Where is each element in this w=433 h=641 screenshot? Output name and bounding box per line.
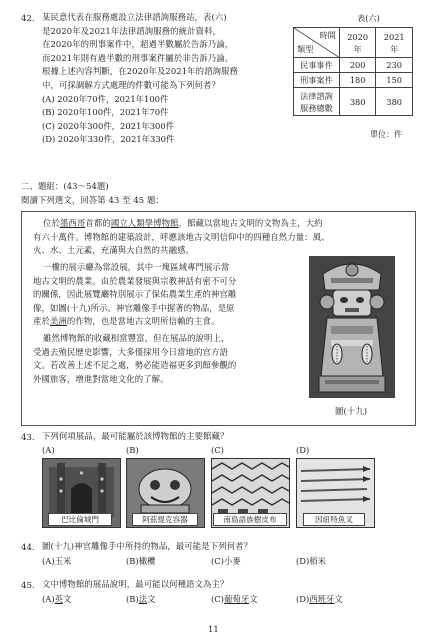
passage-line: 雖然博物館的收藏相當豐富，但在展品的說明上， [43, 333, 230, 343]
option-b-letter[interactable]: (B) [126, 445, 139, 455]
question-43-text: 下列何項展品，最可能屬於該博物館的主要館藏？ [42, 431, 229, 441]
section-instruction: 閱讀下列選文，回答第 43 至 45 題： [21, 195, 164, 205]
question-line: 某民意代表在服務處設立法律諮詢服務站，表(六) [42, 12, 227, 22]
language-name: 葡萄牙 [223, 594, 250, 604]
cell-value: 380 [376, 88, 413, 116]
cell-value: 380 [339, 88, 376, 116]
passage-line: 文。若改善上述不足之處，勢必能造福更多到館參觀的 [33, 360, 237, 371]
passage-line: 產於美洲的作物，也是當地古文明所信賴的主食。 [33, 316, 220, 327]
question-line: 是2020年及2021年法律諮詢服務的統計資料， [42, 25, 222, 36]
cell-value: 150 [376, 73, 413, 88]
corner-top-label: 時間 [319, 30, 336, 40]
option-c[interactable]: (C) 2020年300件，2021年300件 [42, 120, 175, 131]
option-b[interactable]: (B)橄欖 [126, 556, 156, 566]
question-42-text [42, 11, 238, 147]
option-a[interactable]: (A)英文 [42, 594, 72, 604]
option-d[interactable]: (D) 2020年330件，2021年330件 [42, 134, 175, 145]
place-name: 美洲 [49, 316, 67, 327]
museum-name: 國立人類學博物館 [110, 218, 179, 228]
passage-paragraph-2 [33, 261, 236, 329]
cell-value: 200 [339, 58, 376, 73]
option-d-letter[interactable]: (D) [296, 445, 310, 455]
cell-value: 180 [339, 73, 376, 88]
question-line: 而2021年則有過半數的刑事案件屬於非告訴乃論。 [42, 52, 234, 63]
table-row [294, 58, 413, 73]
statue-illustration [309, 256, 395, 398]
option-c-caption: 南島語族樹皮布 [213, 513, 287, 526]
option-a-letter[interactable]: (A) [42, 445, 55, 455]
priest-statue-image [309, 256, 395, 398]
question-line: 根據上述內容判斷，在2020年及2021年的諮詢服務 [42, 66, 238, 77]
cell-value: 230 [376, 58, 413, 73]
table-unit: 單位：件 [370, 130, 402, 139]
passage-paragraph-1 [33, 217, 330, 258]
row-label: 刑事案件 [294, 73, 340, 88]
passage-line: 有六十萬件。博物館的建築設計，呼應該地古文明信仰中的四種自然力量：風、 [33, 231, 330, 242]
option-b[interactable]: (B)法文 [126, 594, 156, 604]
place-name: 墨西哥 [59, 218, 86, 228]
passage-line: 一樓的展示廳為常設展，其中一塊區域專門展示當 [43, 262, 230, 272]
passage-line: 外國旅客，增進對當地文化的了解。 [33, 373, 169, 384]
corner-bottom-label: 類型 [297, 44, 314, 54]
question-line: 在2020年的刑事案件中，超過半數屬於告訴乃論， [42, 39, 234, 50]
table-corner-cell [294, 28, 340, 58]
option-b-caption: 阿茲提克容器 [132, 513, 198, 526]
passage-paragraph-3 [33, 332, 236, 386]
option-d[interactable]: (D)西班牙文 [296, 594, 343, 604]
column-header-2020: 2020 年 [339, 28, 376, 58]
figure-caption: 圖(十九) [335, 406, 368, 416]
language-name: 西班牙 [309, 594, 335, 604]
question-number: 43. [21, 433, 35, 443]
option-a[interactable]: (A)玉米 [42, 556, 72, 566]
column-header-2021: 2021 年 [376, 28, 413, 58]
statistics-table [293, 27, 413, 116]
passage-line: 火、水、土元素，充滿與大自然的共融感。 [33, 245, 195, 256]
section-title: 二、題組：(43～54題) [21, 181, 109, 191]
option-a[interactable]: (A) 2020年70件，2021年100件 [42, 93, 169, 104]
option-b[interactable]: (B) 2020年100件，2021年70件 [42, 107, 169, 118]
option-a-caption: 巴比倫城門 [48, 513, 112, 526]
page-number: 11 [208, 624, 219, 634]
question-44-text: 圖(十九)神官雕像手中所持的物品，最可能是下列何者？ [42, 541, 253, 551]
question-number: 42. [21, 14, 35, 24]
passage-line: 位於墨西哥首都的國立人類學博物館，館藏以當地古文明的文物為主，大約 [43, 218, 323, 228]
passage-line: 的關係，因此展覽廳特別展示了保佑農業生產的神官雕 [33, 289, 237, 300]
row-label: 民事事件 [294, 58, 340, 73]
question-line: 中，可採調解方式處理的件數可能為下列何者？ [42, 79, 220, 90]
question-number: 44. [21, 543, 35, 553]
table-row [294, 73, 413, 88]
table-row [294, 88, 413, 116]
question-45-text: 文中博物館的展品說明，最可能以何種語文為主？ [42, 579, 229, 589]
passage-line: 像，如圖(十九)所示。神官雕像手中握著的物品，是原 [33, 302, 235, 313]
language-name: 法 [138, 594, 148, 604]
option-d-caption: 因紐特魚叉 [303, 513, 365, 526]
passage-line: 受過去殖民歷史影響，大多僅採用今日當地的官方語 [33, 346, 228, 357]
option-d[interactable]: (D)稻米 [296, 556, 326, 566]
option-c[interactable]: (C)小麥 [211, 556, 241, 566]
option-c-letter[interactable]: (C) [211, 445, 224, 455]
option-c[interactable]: (C)葡萄牙文 [211, 594, 258, 604]
row-label: 法律諮詢 服務總數 [294, 88, 340, 116]
table-caption: 表(六) [357, 13, 380, 23]
question-number: 45. [21, 581, 35, 591]
language-name: 英 [54, 594, 63, 604]
passage-line: 地古文明的農業。由於農業發展與宗教神話有密不可分 [33, 275, 237, 286]
